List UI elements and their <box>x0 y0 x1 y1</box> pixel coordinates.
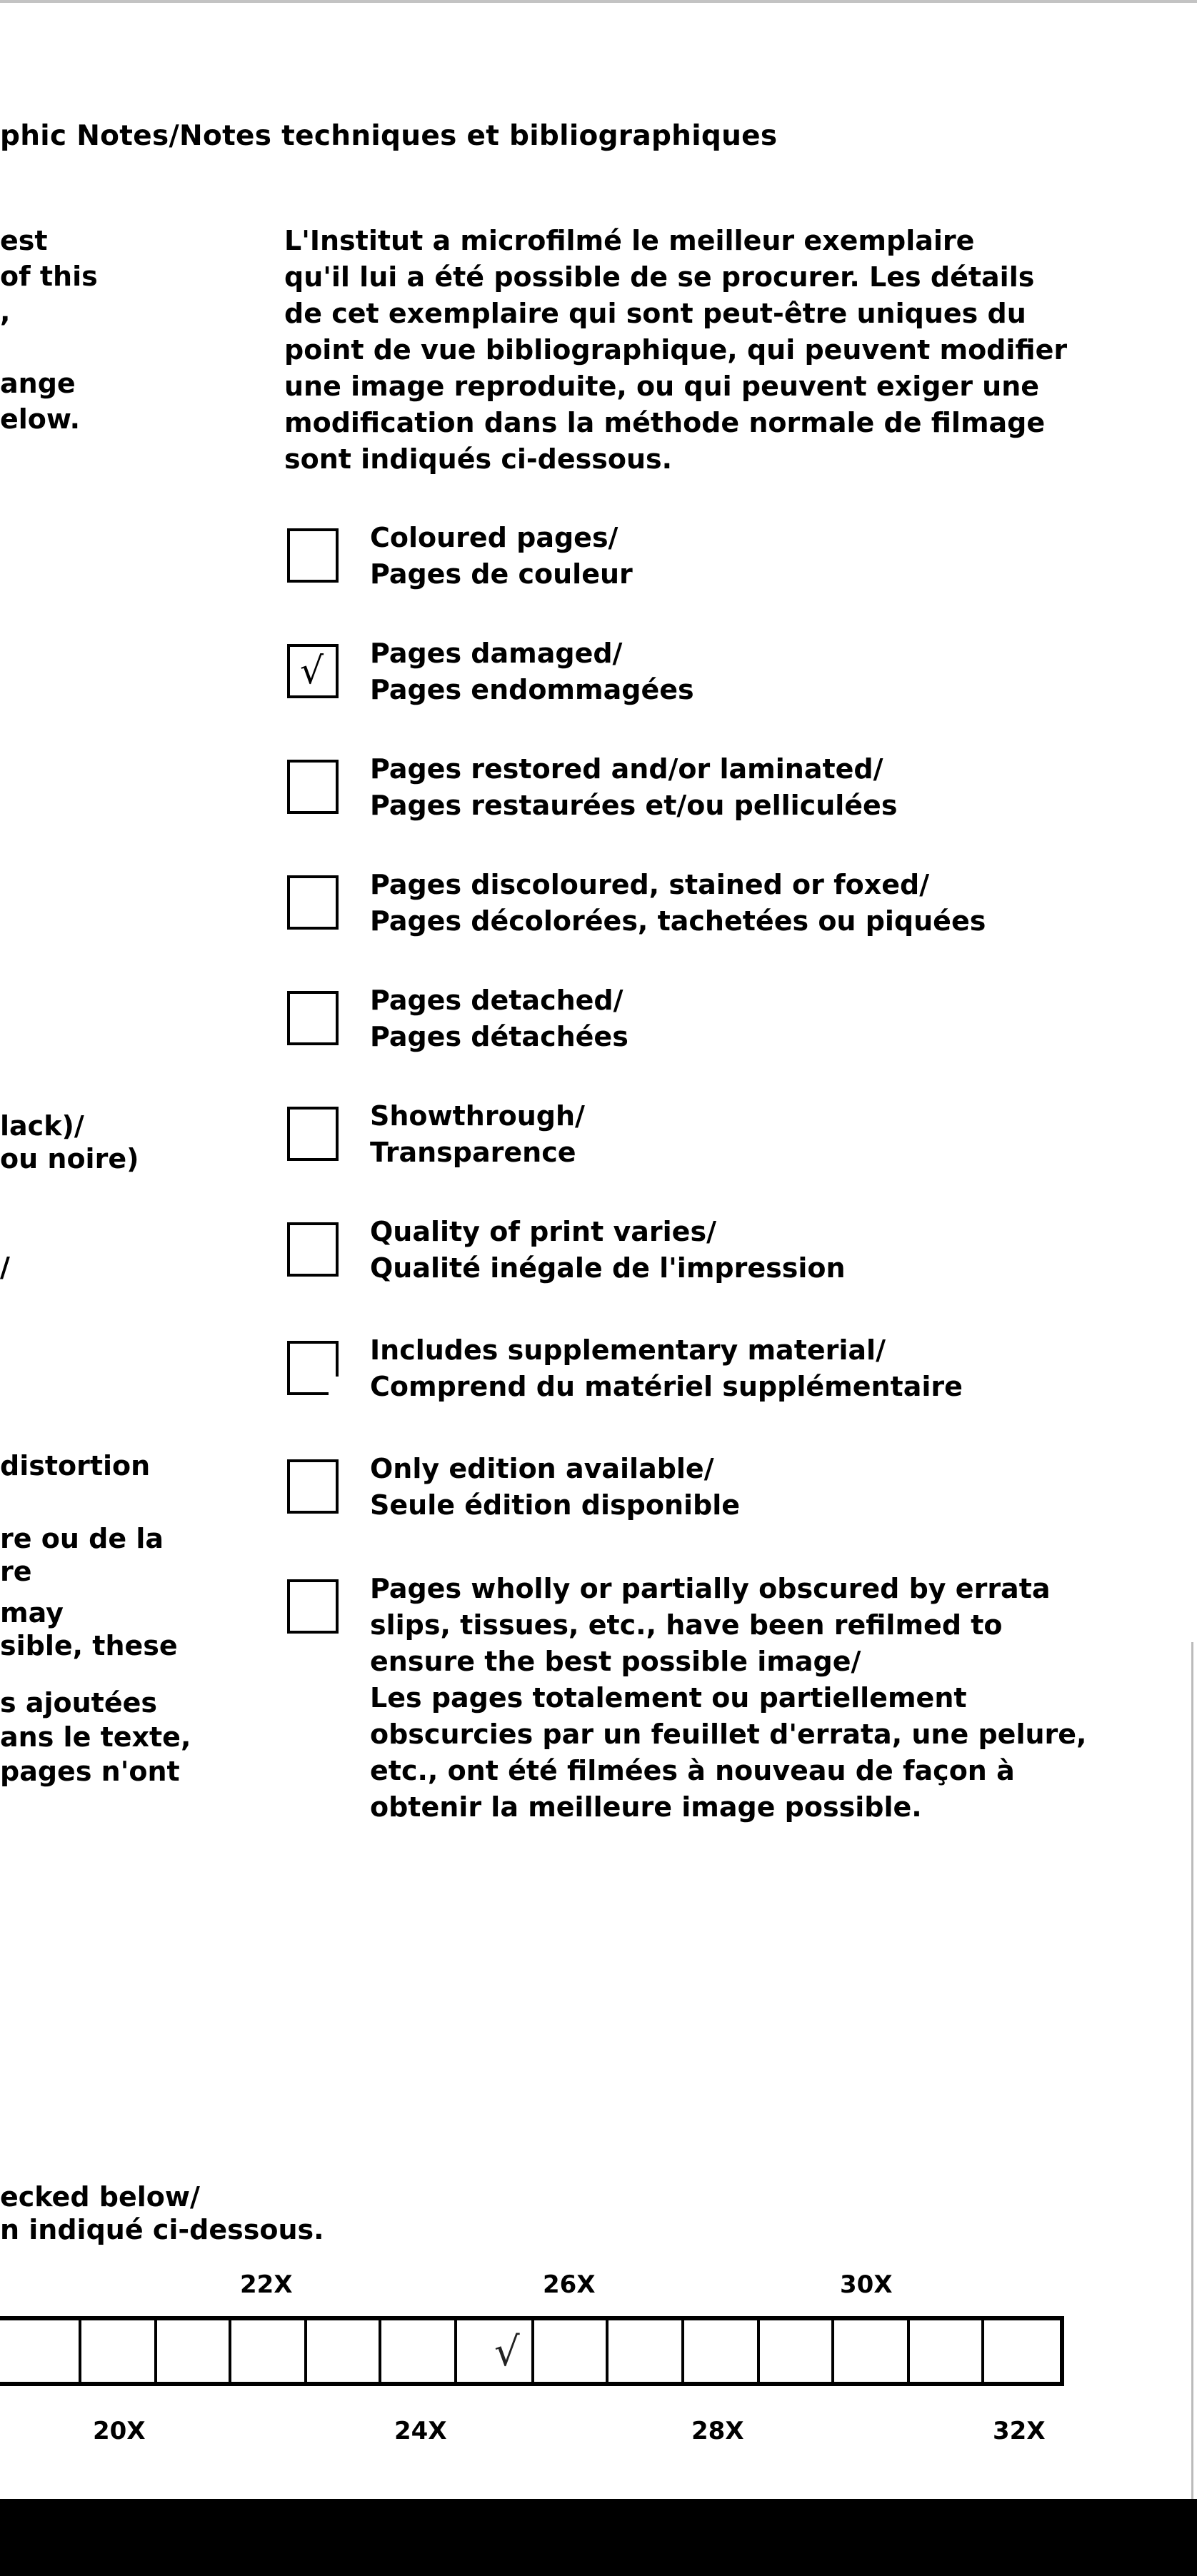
intro-line: de cet exemplaire qui sont peut-être uniques du <box>284 298 1026 329</box>
strip-divider <box>379 2320 381 2382</box>
left-fragment: est <box>0 225 48 256</box>
scale-label: 26X <box>543 2270 596 2299</box>
left-fragment: lack)/ <box>0 1110 84 1142</box>
french-intro <box>284 223 1191 478</box>
left-fragment: re <box>0 1556 32 1587</box>
scale-label: 28X <box>691 2417 744 2445</box>
intro-line: une image reproduite, ou qui peuvent exiger une <box>284 371 1040 402</box>
checkbox-label: Coloured pages/ Pages de couleur <box>370 522 633 590</box>
strip-divider <box>531 2320 534 2382</box>
left-fragment: / <box>0 1252 10 1283</box>
checkbox-pages-restored[interactable] <box>287 760 339 814</box>
strip-divider <box>981 2320 984 2382</box>
scale-label: 20X <box>93 2417 146 2445</box>
strip-divider <box>907 2320 910 2382</box>
intro-line: sont indiqués ci-dessous. <box>284 443 673 475</box>
checkbox-label: Pages damaged/ Pages endommagées <box>370 638 694 705</box>
top-rule <box>0 0 1197 3</box>
left-fragment: re ou de la <box>0 1523 164 1554</box>
strip-divider <box>606 2320 608 2382</box>
checkbox-coloured-pages[interactable] <box>287 528 339 583</box>
checkbox-label: Showthrough/ Transparence <box>370 1100 585 1168</box>
strip-divider <box>681 2320 684 2382</box>
left-fragment: pages n'ont <box>0 1756 180 1787</box>
intro-line: qu'il lui a été possible de se procurer. Les détails <box>284 261 1035 293</box>
checkbox-only-edition[interactable] <box>287 1459 339 1514</box>
right-edge-rule <box>1191 1642 1193 2499</box>
checkbox-label: Pages discoloured, stained or foxed/ Pages décolorées, tachetées ou piquées <box>370 869 986 937</box>
left-fragment: ange <box>0 368 76 399</box>
left-fragment: ans le texte, <box>0 1721 191 1753</box>
left-fragment: elow. <box>0 403 81 435</box>
left-fragment: distortion <box>0 1450 151 1481</box>
scale-label: 24X <box>394 2417 447 2445</box>
checkbox-pages-damaged[interactable] <box>287 644 339 698</box>
reduction-note-fr: n indiqué ci-dessous. <box>0 2214 324 2245</box>
strip-divider <box>757 2320 760 2382</box>
left-fragment: sible, these <box>0 1630 178 1661</box>
scale-label: 32X <box>993 2417 1046 2445</box>
left-fragment: , <box>0 296 11 328</box>
page-heading: phic Notes/Notes techniques et bibliographiques <box>0 120 778 152</box>
checkbox-label: Pages detached/ Pages détachées <box>370 985 628 1052</box>
checkbox-label: Pages wholly or partially obscured by errata slips, tissues, etc., have been refilmed to ensure the best possible image/ Les pages totalement ou partiellement obscurcies par un feuillet d'errata, une pelure, etc., ont été filmées à nouveau de façon à obtenir la meilleure image possible. <box>370 1573 1087 1823</box>
scale-label: 30X <box>840 2270 893 2299</box>
strip-divider <box>154 2320 157 2382</box>
checkbox-pages-discoloured[interactable] <box>287 875 339 930</box>
scale-label: 22X <box>240 2270 293 2299</box>
checkbox-label: Includes supplementary material/ Comprend du matériel supplémentaire <box>370 1334 963 1402</box>
intro-line: modification dans la méthode normale de filmage <box>284 407 1046 438</box>
checkbox-showthrough[interactable] <box>287 1107 339 1161</box>
left-fragment: may <box>0 1597 64 1629</box>
check-mark-icon: √ <box>494 2329 520 2375</box>
strip-divider <box>831 2320 834 2382</box>
strip-divider <box>79 2320 81 2382</box>
checkbox-supplementary-material[interactable] <box>287 1341 339 1395</box>
checkbox-label: Pages restored and/or laminated/ Pages restaurées et/ou pelliculées <box>370 753 898 821</box>
intro-line: L'Institut a microfilmé le meilleur exemplaire <box>284 225 975 256</box>
left-fragment: of this <box>0 261 98 292</box>
reduction-note-en: ecked below/ <box>0 2181 200 2213</box>
intro-line: point de vue bibliographique, qui peuvent modifier <box>284 334 1068 366</box>
left-fragment: s ajoutées <box>0 1687 158 1719</box>
checkbox-pages-obscured[interactable] <box>287 1579 339 1634</box>
strip-divider <box>229 2320 231 2382</box>
left-fragment: ou noire) <box>0 1143 139 1174</box>
strip-divider <box>454 2320 457 2382</box>
bottom-black-bar <box>0 2499 1197 2576</box>
check-mark-icon: √ <box>300 650 324 693</box>
checkbox-pages-detached[interactable] <box>287 991 339 1045</box>
strip-divider <box>304 2320 307 2382</box>
checkbox-label: Only edition available/ Seule édition disponible <box>370 1453 741 1521</box>
checkbox-label: Quality of print varies/ Qualité inégale de l'impression <box>370 1216 846 1284</box>
checkbox-quality-of-print[interactable] <box>287 1222 339 1277</box>
reduction-ratio-strip <box>0 2316 1064 2386</box>
